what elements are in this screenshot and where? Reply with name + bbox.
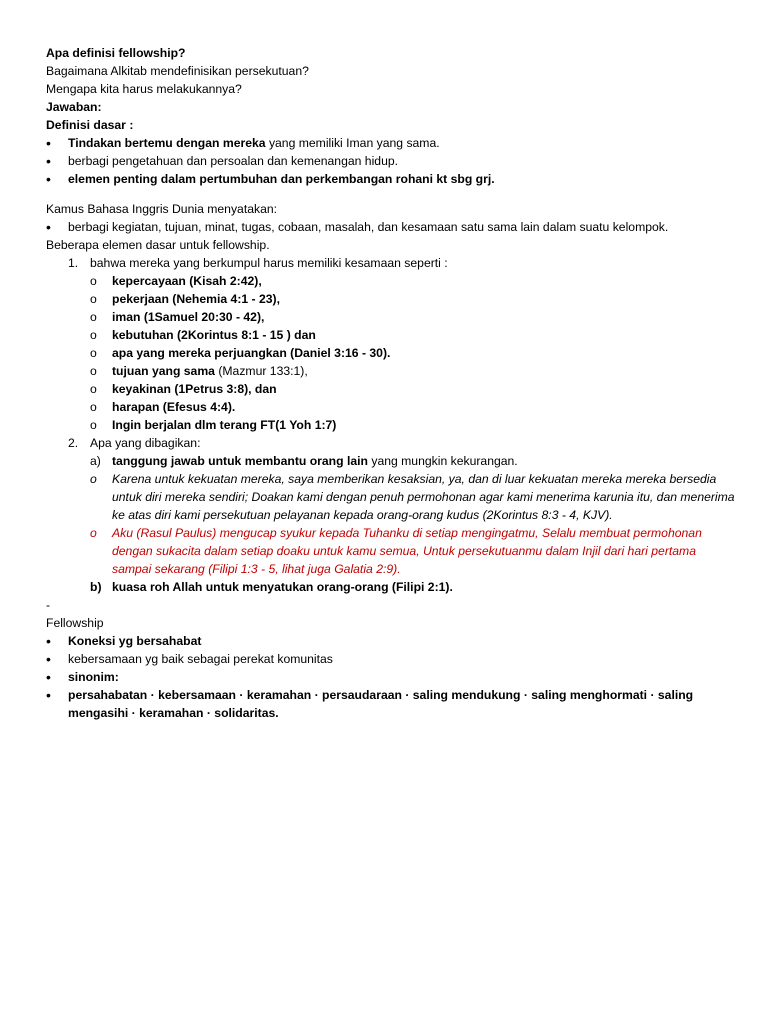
sub-item xyxy=(46,416,736,434)
sub-marker: o xyxy=(90,310,97,324)
document-body xyxy=(46,44,736,722)
item-normal: berbagi pengetahuan dan persoalan dan kemenangan hidup. xyxy=(68,154,399,168)
list-item xyxy=(46,218,736,236)
sub-item xyxy=(46,272,736,290)
spacer xyxy=(46,188,736,200)
item-bold: sinonim: xyxy=(68,670,119,684)
sub-marker: o xyxy=(90,382,97,396)
list-item xyxy=(46,650,736,668)
item-bold: kepercayaan (Kisah 2:42), xyxy=(112,274,262,288)
item-text: kuasa roh Allah untuk menyatukan orang-orang (Filipi 2:1). xyxy=(112,580,453,594)
list-item xyxy=(46,170,736,188)
item-normal: kebersamaan yg baik sebagai perekat komunitas xyxy=(68,652,333,666)
sub-list xyxy=(46,272,736,434)
answer-heading: Jawaban: xyxy=(46,100,102,114)
sub-item xyxy=(46,344,736,362)
item-text: Apa yang dibagikan: xyxy=(90,436,201,450)
item-bold: keyakinan (1Petrus 3:8), dan xyxy=(112,382,277,396)
item-bold: tanggung jawab untuk membantu orang lain xyxy=(112,454,372,468)
number-marker: 2. xyxy=(68,436,79,450)
sub-marker: o xyxy=(90,292,97,306)
item-bold: Tindakan bertemu dengan mereka xyxy=(68,136,269,150)
item-text: bahwa mereka yang berkumpul harus memiliki kesamaan seperti : xyxy=(90,256,448,270)
sub-item xyxy=(46,380,736,398)
sub-marker: o xyxy=(90,328,97,342)
numbered-item-1 xyxy=(46,254,736,272)
item-bold: Ingin berjalan dlm terang FT(1 Yoh 1:7) xyxy=(112,418,337,432)
dictionary-text: berbagi kegiatan, tujuan, minat, tugas, cobaan, masalah, dan kesamaan satu sama lain dalam suatu kelompok. xyxy=(68,220,669,234)
item-normal: yang mungkin kekurangan. xyxy=(371,454,518,468)
elements-heading: Beberapa elemen dasar untuk fellowship. xyxy=(46,238,270,252)
definition-heading: Definisi dasar : xyxy=(46,118,134,132)
sub-item xyxy=(46,398,736,416)
sub-item xyxy=(46,290,736,308)
item-bold: elemen penting dalam pertumbuhan dan perkembangan rohani kt sbg grj. xyxy=(68,172,495,186)
quote-text: Karena untuk kekuatan mereka, saya memberikan kesaksian, ya, dan di luar kekuatan mereka mereka bersedia untuk diri mereka sendiri; Doakan kami dengan penuh permohonan agar kami menerima karunia itu, dan menerima ke atas diri kami persekutuan pelayanan kepada orang-orang kudus (2Korintus 8:3 - 4, KJV). xyxy=(112,472,735,522)
list-item xyxy=(46,134,736,152)
sub-marker: o xyxy=(90,274,97,288)
sub-marker: o xyxy=(90,472,97,486)
list-item xyxy=(46,686,736,722)
sub-marker: o xyxy=(90,400,97,414)
item-normal: yang memiliki Iman yang sama. xyxy=(268,136,440,150)
letter-marker: a) xyxy=(90,454,101,468)
question-2: Bagaimana Alkitab mendefinisikan persekutuan? xyxy=(46,64,309,78)
sub-marker: o xyxy=(90,526,97,540)
numbered-item-2 xyxy=(46,434,736,452)
item-normal: (Mazmur 133:1), xyxy=(218,364,308,378)
sub-marker: o xyxy=(90,418,97,432)
sub-item-a xyxy=(46,452,736,470)
sub-item xyxy=(46,362,736,380)
sub-marker: o xyxy=(90,364,97,378)
item-bold: tujuan yang sama xyxy=(112,364,219,378)
sub-marker: o xyxy=(90,346,97,360)
item-bold: persahabatan · kebersamaan · keramahan · persaudaraan · saling mendukung · saling menghormati · saling mengasihi · keramahan · solidaritas. xyxy=(68,688,694,720)
letter-marker: b) xyxy=(90,580,102,594)
sub-item xyxy=(46,308,736,326)
list-item xyxy=(46,668,736,686)
sub-item xyxy=(46,326,736,344)
sub-item-b xyxy=(46,578,736,596)
list-item xyxy=(46,632,736,650)
quote-text: Aku (Rasul Paulus) mengucap syukur kepada Tuhanku di setiap mengingatmu, Selalu membuat permohonan dengan sukacita dalam setiap doaku untuk kamu semua, Untuk persekutuanmu dalam Injil dari hari pertama sampai sekarang (Filipi 1:3 - 5, lihat juga Galatia 2:9). xyxy=(112,526,702,576)
dictionary-heading: Kamus Bahasa Inggris Dunia menyatakan: xyxy=(46,202,278,216)
dash-separator: - xyxy=(46,598,51,612)
item-bold: kebutuhan (2Korintus 8:1 - 15 ) dan xyxy=(112,328,316,342)
item-bold: pekerjaan (Nehemia 4:1 - 23), xyxy=(112,292,280,306)
number-marker: 1. xyxy=(68,256,79,270)
question-1: Apa definisi fellowship? xyxy=(46,46,186,60)
fellowship-heading: Fellowship xyxy=(46,616,104,630)
question-3: Mengapa kita harus melakukannya? xyxy=(46,82,242,96)
list-item xyxy=(46,152,736,170)
quote-2 xyxy=(46,524,736,578)
item-bold: harapan (Efesus 4:4). xyxy=(112,400,236,414)
quote-1 xyxy=(46,470,736,524)
item-bold: Koneksi yg bersahabat xyxy=(68,634,202,648)
item-bold: iman (1Samuel 20:30 - 42), xyxy=(112,310,265,324)
item-bold: apa yang mereka perjuangkan (Daniel 3:16 - 30). xyxy=(112,346,391,360)
